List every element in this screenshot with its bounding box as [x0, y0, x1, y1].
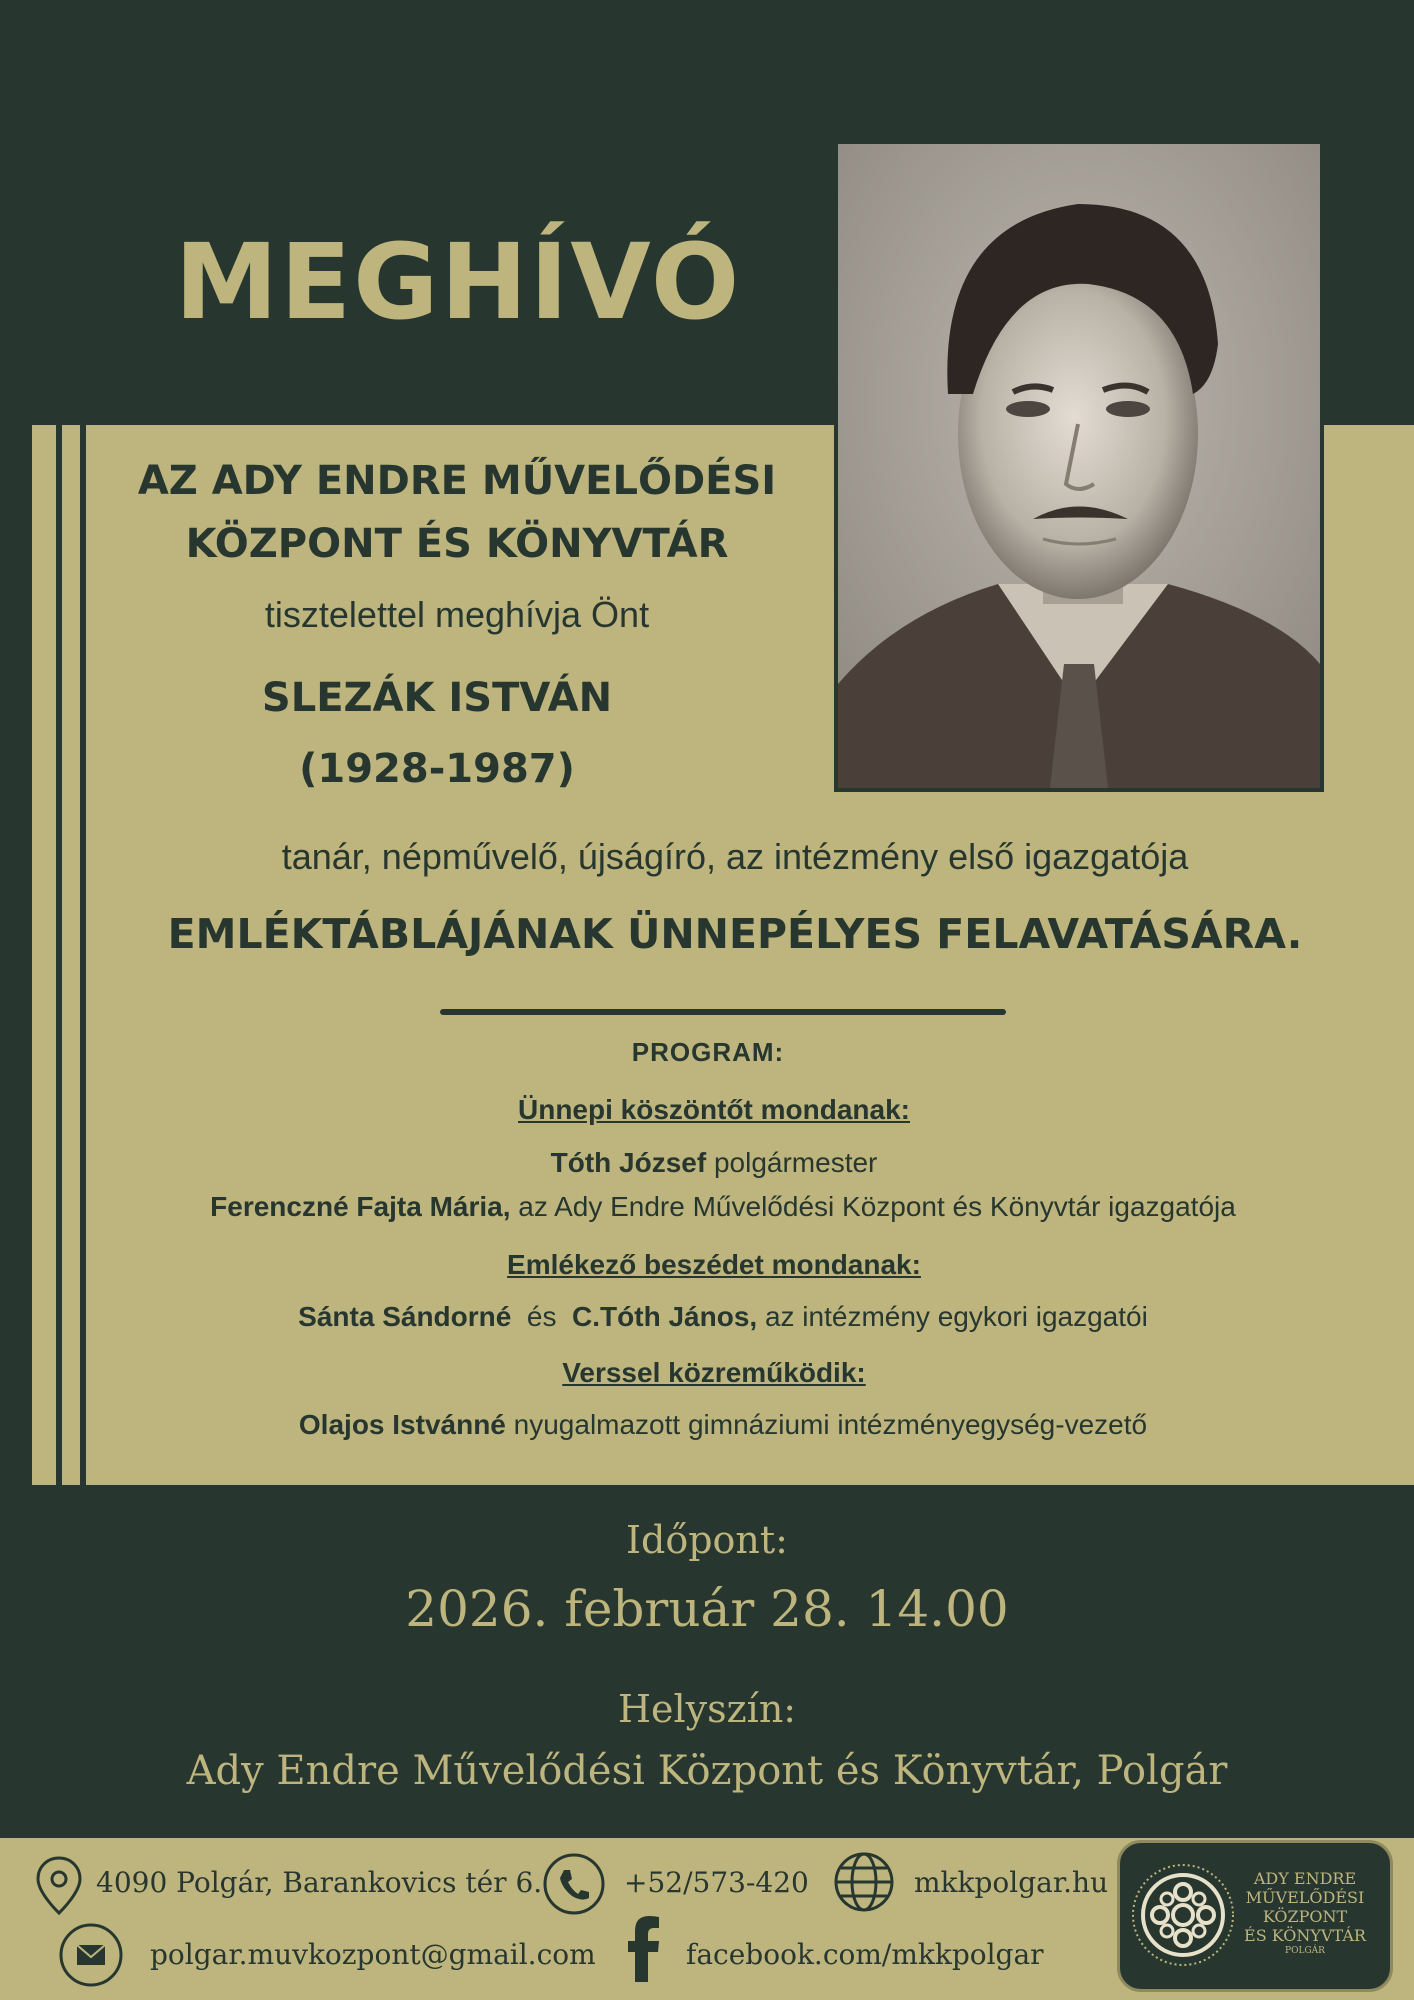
logo-line-2: MŰVELŐDÉSI [1245, 1888, 1365, 1907]
speaker2-name: C.Tóth János, [572, 1301, 758, 1332]
page-title: MEGHÍVÓ [174, 221, 742, 343]
time-value: 2026. február 28. 14.00 [405, 1580, 1009, 1638]
poem-heading: Verssel közreműködik: [562, 1357, 866, 1388]
ornament-logo-icon [1128, 1860, 1238, 1970]
honoree-roles: tanár, népművelő, újságíró, az intézmény első igazgatója [281, 836, 1189, 877]
place-label: Helyszín: [617, 1687, 797, 1731]
greeting-line-1 [90, 1147, 1338, 1179]
place-value: Ady Endre Művelődési Központ és Könyvtár, Polgár [186, 1748, 1228, 1794]
logo-line-3: KÖZPONT [1262, 1907, 1348, 1926]
phone-text[interactable]: +52/573-420 [624, 1866, 809, 1899]
logo-line-4: ÉS KÖNYVTÁR [1244, 1926, 1366, 1945]
greeting-line-2 [90, 1191, 1356, 1223]
email-icon [58, 1922, 124, 1988]
location-pin-icon [34, 1855, 84, 1917]
website-link[interactable]: mkkpolgar.hu [914, 1866, 1109, 1899]
logo-line-1: ADY ENDRE [1253, 1869, 1357, 1888]
event-title: EMLÉKTÁBLÁJÁNAK ÜNNEPÉLYES FELAVATÁSÁRA. [167, 910, 1303, 958]
email-link[interactable]: polgar.muvkozpont@gmail.com [150, 1938, 596, 1971]
logo-subtext: POLGÁR [1285, 1946, 1325, 1956]
honoree-years: (1928-1987) [299, 746, 575, 792]
conjunction: és [511, 1301, 573, 1332]
portrait-photo [838, 144, 1320, 788]
facebook-link[interactable]: facebook.com/mkkpolgar [686, 1938, 1044, 1971]
greeting2-role: az Ady Endre Művelődési Központ és Könyvtár igazgatója [510, 1191, 1236, 1222]
decorative-bar [80, 425, 86, 1485]
address-text: 4090 Polgár, Barankovics tér 6. [96, 1866, 543, 1899]
poem-line [90, 1409, 1356, 1441]
time-label: Időpont: [626, 1518, 788, 1562]
facebook-icon [626, 1914, 662, 1984]
greeting-heading: Ünnepi köszöntőt mondanak: [518, 1094, 910, 1125]
speakers-role: az intézmény egykori igazgatói [757, 1301, 1148, 1332]
greeting1-role: polgármester [706, 1147, 878, 1178]
organizer-line-2: KÖZPONT ÉS KÖNYVTÁR [185, 521, 729, 567]
program-label: PROGRAM: [631, 1037, 785, 1067]
invitation-text: tisztelettel meghívja Önt [264, 594, 650, 635]
logo-text [1230, 1869, 1380, 1945]
greeting1-name: Tóth József [550, 1147, 707, 1178]
ornamental-divider [440, 1009, 1006, 1015]
memorial-speakers-line [90, 1301, 1356, 1333]
decorative-bar [56, 425, 62, 1485]
globe-icon [832, 1850, 896, 1914]
phone-icon [542, 1852, 606, 1916]
poem-name: Olajos Istvánné [298, 1409, 506, 1440]
greeting2-name: Ferenczné Fajta Mária, [210, 1191, 511, 1222]
organizer-line-1: AZ ADY ENDRE MŰVELŐDÉSI [137, 458, 777, 504]
speaker1-name: Sánta Sándorné [298, 1301, 512, 1332]
poem-role: nyugalmazott gimnáziumi intézményegység-vezető [505, 1409, 1148, 1440]
honoree-name: SLEZÁK ISTVÁN [261, 675, 613, 721]
memorial-heading: Emlékező beszédet mondanak: [507, 1249, 921, 1280]
